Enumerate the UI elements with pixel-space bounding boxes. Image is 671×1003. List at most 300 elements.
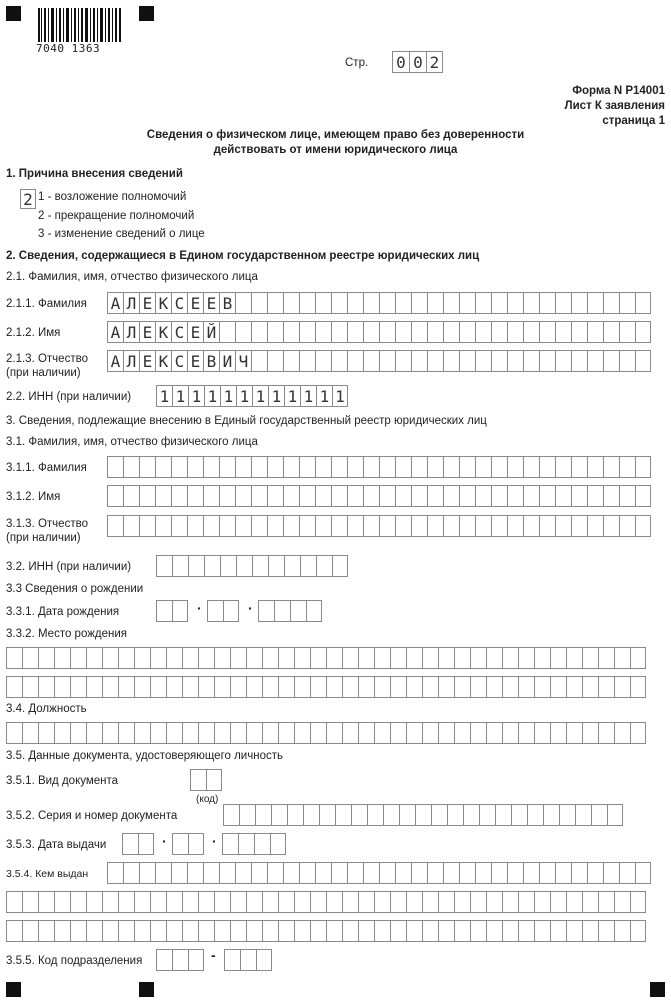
dept-code-part-1-cell [172, 949, 188, 971]
s3-surname-field-cell [283, 456, 299, 478]
issued-by-row-3-cell [230, 920, 246, 942]
birth-place-row-2-cell [550, 676, 566, 698]
s2-patronymic-field-cell: А [107, 350, 123, 372]
s3-patronymic-field-cell [251, 515, 267, 537]
issued-by-row-3-cell [566, 920, 582, 942]
s2-surname-field-cell: Л [123, 292, 139, 314]
doc-type-code-field-cell [190, 769, 206, 791]
issued-by-row-1-cell [267, 862, 283, 884]
s3-name-field-cell [571, 485, 587, 507]
issue-date-month[interactable] [172, 833, 204, 855]
s3-name-field-cell [171, 485, 187, 507]
birth-place-row-1-cell [358, 647, 374, 669]
s3-inn-field-cell [300, 555, 316, 577]
doc-series-field[interactable] [223, 804, 623, 826]
s2-inn-field-cell: 1 [300, 385, 316, 407]
s2-patronymic-field-cell [299, 350, 315, 372]
birth-place-row-2[interactable] [6, 676, 646, 698]
position-field-cell [310, 722, 326, 744]
s2-name-field-cell [555, 321, 571, 343]
birth-place-row-1-cell [550, 647, 566, 669]
issued-by-row-1-cell [587, 862, 603, 884]
issued-by-row-1-cell [251, 862, 267, 884]
s3-name-field[interactable] [107, 485, 651, 507]
position-field-cell [246, 722, 262, 744]
s3-name-field-cell [155, 485, 171, 507]
dept-code-part-2-cell [256, 949, 272, 971]
s3-surname-field-cell [219, 456, 235, 478]
s3-patronymic-field-cell [635, 515, 651, 537]
birth-place-row-1-cell [614, 647, 630, 669]
s3-inn-field[interactable] [156, 555, 348, 577]
s3-surname-field-cell [459, 456, 475, 478]
issued-by-row-2-cell [438, 891, 454, 913]
position-field-cell [630, 722, 646, 744]
issued-by-row-2-cell [582, 891, 598, 913]
s2-name-field-cell: Е [139, 321, 155, 343]
issue-date-month-cell [188, 833, 204, 855]
s3-name-field-cell [635, 485, 651, 507]
s3-name-field-cell [379, 485, 395, 507]
issued-by-row-3-cell [598, 920, 614, 942]
s3-doc-heading: 3.5. Данные документа, удостоверяющего личность [6, 750, 283, 762]
birth-place-row-2-cell [262, 676, 278, 698]
s3-patronymic-field-cell [619, 515, 635, 537]
birth-place-row-2-cell [118, 676, 134, 698]
s2-surname-field-cell [603, 292, 619, 314]
s3-inn-field-cell [332, 555, 348, 577]
birth-place-row-2-cell [470, 676, 486, 698]
sheet-name: Лист К заявления [564, 100, 665, 112]
s3-name-field-cell [619, 485, 635, 507]
s2-surname-field-cell [251, 292, 267, 314]
issue-date-year-cell [222, 833, 238, 855]
s3-surname-field-cell [139, 456, 155, 478]
issued-by-row-3[interactable] [6, 920, 646, 942]
position-field-cell [54, 722, 70, 744]
s3-name-field-cell [267, 485, 283, 507]
issued-by-row-2-cell [486, 891, 502, 913]
s3-inn-field-cell [236, 555, 252, 577]
doc-series-field-cell [399, 804, 415, 826]
s3-birth-date-label: 3.3.1. Дата рождения [6, 606, 120, 618]
issued-by-row-1-cell [379, 862, 395, 884]
page-label: Стр. [345, 57, 369, 69]
birth-place-row-1-cell [438, 647, 454, 669]
s2-patronymic-field-cell [363, 350, 379, 372]
s3-name-field-cell [427, 485, 443, 507]
issued-by-row-2-cell [422, 891, 438, 913]
s3-name-field-cell [315, 485, 331, 507]
s3-patronymic-field[interactable] [107, 515, 651, 537]
issued-by-row-2-cell [358, 891, 374, 913]
birth-place-row-1-cell [86, 647, 102, 669]
birth-date-month[interactable] [207, 600, 239, 622]
s3-patronymic-field-cell [203, 515, 219, 537]
issued-by-row-1-cell [539, 862, 555, 884]
doc-series-field-cell [575, 804, 591, 826]
issued-by-row-1-cell [619, 862, 635, 884]
birth-place-row-2-cell [342, 676, 358, 698]
issued-by-row-1-cell [427, 862, 443, 884]
position-field-cell [150, 722, 166, 744]
s3-patronymic-field-cell [379, 515, 395, 537]
s3-surname-field-cell [187, 456, 203, 478]
birth-place-row-1-cell [38, 647, 54, 669]
s3-patronymic-field-cell [347, 515, 363, 537]
s3-patronymic-field-cell [427, 515, 443, 537]
birth-place-row-1-cell [214, 647, 230, 669]
issued-by-row-2-cell [374, 891, 390, 913]
dept-code-part-2[interactable] [224, 949, 272, 971]
issued-by-row-3-cell [486, 920, 502, 942]
s3-name-field-cell [491, 485, 507, 507]
position-field-cell [422, 722, 438, 744]
issued-by-row-1-cell [571, 862, 587, 884]
s3-patronymic-field-cell [411, 515, 427, 537]
s3-surname-field-cell [619, 456, 635, 478]
issued-by-row-2-cell [470, 891, 486, 913]
s3-name-field-cell [507, 485, 523, 507]
issued-by-row-2-cell [6, 891, 22, 913]
s3-patronymic-field-cell [363, 515, 379, 537]
doc-series-field-cell [495, 804, 511, 826]
s2-inn-field-cell: 1 [172, 385, 188, 407]
s3-birth-heading: 3.3 Сведения о рождении [6, 583, 144, 595]
birth-place-row-2-cell [582, 676, 598, 698]
s2-patronymic-field-cell [443, 350, 459, 372]
birth-date-separator-1: · [197, 600, 202, 616]
s3-name-label: 3.1.2. Имя [6, 491, 61, 503]
s2-surname-field-cell [411, 292, 427, 314]
s2-patronymic-field[interactable] [107, 350, 651, 372]
birth-place-row-1-cell [310, 647, 326, 669]
issued-by-row-3-cell [614, 920, 630, 942]
s2-surname-field-cell [523, 292, 539, 314]
doc-series-field-cell [463, 804, 479, 826]
form-name: Форма N Р14001 [572, 85, 665, 97]
section3-fio-heading: 3.1. Фамилия, имя, отчество физического лица [6, 436, 258, 448]
s3-surname-field-cell [379, 456, 395, 478]
issued-by-row-3-cell [422, 920, 438, 942]
position-field-cell [214, 722, 230, 744]
s3-inn-label: 3.2. ИНН (при наличии) [6, 561, 132, 573]
s2-surname-field-cell [235, 292, 251, 314]
s2-surname-field-cell: В [219, 292, 235, 314]
birth-date-day-cell [156, 600, 172, 622]
s2-name-field-cell [491, 321, 507, 343]
s3-name-field-cell [107, 485, 123, 507]
birth-place-row-2-cell [294, 676, 310, 698]
s3-name-field-cell [363, 485, 379, 507]
issue-date-separator-2: · [212, 833, 217, 849]
section1-heading: 1. Причина внесения сведений [6, 168, 183, 180]
s3-surname-field-cell [539, 456, 555, 478]
s3-inn-field-cell [156, 555, 172, 577]
s3-patronymic-field-cell [155, 515, 171, 537]
s2-name-field-cell [315, 321, 331, 343]
issued-by-row-1-cell [491, 862, 507, 884]
issued-by-row-3-cell [294, 920, 310, 942]
page-number-field[interactable] [392, 51, 443, 73]
s3-name-field-cell [235, 485, 251, 507]
s3-patronymic-field-cell [315, 515, 331, 537]
issued-by-row-2-cell [614, 891, 630, 913]
issued-by-row-1-cell [187, 862, 203, 884]
issued-by-row-3-cell [310, 920, 326, 942]
birth-place-row-2-cell [70, 676, 86, 698]
birth-place-row-1-cell [6, 647, 22, 669]
birth-place-row-2-cell [54, 676, 70, 698]
issued-by-row-3-cell [198, 920, 214, 942]
s2-surname-field-cell [507, 292, 523, 314]
s2-surname-field-cell [379, 292, 395, 314]
issued-by-row-3-cell [630, 920, 646, 942]
s3-surname-field-cell [635, 456, 651, 478]
s3-patronymic-field-cell [123, 515, 139, 537]
issued-by-row-3-cell [150, 920, 166, 942]
s2-name-field-cell [427, 321, 443, 343]
birth-place-row-1-cell [598, 647, 614, 669]
birth-date-separator-2: · [248, 600, 253, 616]
birth-place-row-1-cell [342, 647, 358, 669]
page-digit-3: 2 [426, 51, 443, 73]
doc-series-field-cell [319, 804, 335, 826]
s2-surname-field-cell [619, 292, 635, 314]
s2-name-field-cell [219, 321, 235, 343]
birth-place-row-2-cell [214, 676, 230, 698]
birth-place-row-2-cell [614, 676, 630, 698]
s3-patronymic-field-cell [475, 515, 491, 537]
barcode-number: 7040 1363 [36, 42, 101, 55]
birth-place-row-2-cell [246, 676, 262, 698]
issue-date-day-cell [122, 833, 138, 855]
s2-surname-field-cell [427, 292, 443, 314]
s2-surname-field[interactable] [107, 292, 651, 314]
issued-by-row-3-cell [582, 920, 598, 942]
s2-surname-field-cell [571, 292, 587, 314]
registration-mark-bottom-left [6, 982, 21, 997]
s3-patronymic-field-cell [555, 515, 571, 537]
issued-by-row-2-cell [294, 891, 310, 913]
issued-by-row-3-cell [166, 920, 182, 942]
birth-date-day-cell [172, 600, 188, 622]
issued-by-row-3-cell [262, 920, 278, 942]
issued-by-row-2-cell [326, 891, 342, 913]
s3-patronymic-label: 3.1.3. Отчество [6, 518, 88, 530]
dept-code-part-1-cell [188, 949, 204, 971]
issue-date-year[interactable] [222, 833, 286, 855]
birth-place-row-1-cell [582, 647, 598, 669]
issued-by-row-1-cell [523, 862, 539, 884]
position-field-cell [438, 722, 454, 744]
position-field-cell [262, 722, 278, 744]
doc-series-field-cell [223, 804, 239, 826]
issue-date-separator-1: · [162, 833, 167, 849]
position-field-cell [518, 722, 534, 744]
s3-surname-field[interactable] [107, 456, 651, 478]
birth-place-row-1-cell [390, 647, 406, 669]
doc-series-field-cell [287, 804, 303, 826]
s2-inn-field-cell: 1 [204, 385, 220, 407]
s2-inn-field-cell: 1 [156, 385, 172, 407]
s3-patronymic-label-note: (при наличии) [6, 532, 81, 544]
doc-type-code-field[interactable] [190, 769, 222, 791]
position-field-cell [38, 722, 54, 744]
issued-by-row-1-cell [363, 862, 379, 884]
position-field-cell [566, 722, 582, 744]
issued-by-row-2-cell [310, 891, 326, 913]
doc-series-field-cell [511, 804, 527, 826]
issued-by-row-2-cell [342, 891, 358, 913]
issued-by-row-3-cell [550, 920, 566, 942]
s2-inn-field-cell: 1 [332, 385, 348, 407]
s2-name-field-cell [299, 321, 315, 343]
issued-by-row-2-cell [390, 891, 406, 913]
issued-by-row-2-cell [70, 891, 86, 913]
s2-patronymic-field-cell [379, 350, 395, 372]
s3-patronymic-field-cell [491, 515, 507, 537]
birth-place-row-2-cell [150, 676, 166, 698]
s2-inn-field[interactable] [156, 385, 348, 407]
position-field-cell [374, 722, 390, 744]
s3-surname-field-cell [347, 456, 363, 478]
s3-name-field-cell [123, 485, 139, 507]
issued-by-row-1-cell [331, 862, 347, 884]
s3-surname-field-cell [443, 456, 459, 478]
birth-place-row-2-cell [566, 676, 582, 698]
s3-patronymic-field-cell [571, 515, 587, 537]
position-field-cell [278, 722, 294, 744]
s2-patronymic-field-cell: К [155, 350, 171, 372]
s3-surname-field-cell [523, 456, 539, 478]
s3-name-field-cell [219, 485, 235, 507]
s2-name-field-cell [603, 321, 619, 343]
position-field-cell [486, 722, 502, 744]
issued-by-row-1-cell [459, 862, 475, 884]
s3-name-field-cell [331, 485, 347, 507]
s3-patronymic-field-cell [443, 515, 459, 537]
section2-fio-heading: 2.1. Фамилия, имя, отчество физического лица [6, 271, 258, 283]
position-field-cell [406, 722, 422, 744]
birth-place-row-1-cell [630, 647, 646, 669]
reason-code-field[interactable] [20, 189, 36, 209]
s3-doc-type-label: 3.5.1. Вид документа [6, 775, 119, 787]
s3-surname-field-cell [411, 456, 427, 478]
s2-name-field-cell [347, 321, 363, 343]
s2-name-field-cell [251, 321, 267, 343]
position-field-cell [230, 722, 246, 744]
position-field-cell [534, 722, 550, 744]
s3-patronymic-field-cell [299, 515, 315, 537]
s2-patronymic-field-cell: В [203, 350, 219, 372]
issued-by-row-3-cell [502, 920, 518, 942]
issued-by-row-1-cell [411, 862, 427, 884]
issued-by-row-1[interactable] [107, 862, 651, 884]
issued-by-row-1-cell [219, 862, 235, 884]
birth-place-row-2-cell [502, 676, 518, 698]
issued-by-row-1-cell [347, 862, 363, 884]
s3-name-field-cell [475, 485, 491, 507]
dept-code-part-2-cell [240, 949, 256, 971]
birth-place-row-1-cell [422, 647, 438, 669]
s2-inn-label: 2.2. ИНН (при наличии) [6, 391, 132, 403]
position-field-cell [134, 722, 150, 744]
s2-surname-field-cell: Е [139, 292, 155, 314]
s2-patronymic-field-cell [603, 350, 619, 372]
birth-place-row-1[interactable] [6, 647, 646, 669]
birth-place-row-1-cell [470, 647, 486, 669]
issued-by-row-3-cell [22, 920, 38, 942]
issued-by-row-2-cell [182, 891, 198, 913]
s3-surname-label: 3.1.1. Фамилия [6, 462, 87, 474]
position-field[interactable] [6, 722, 646, 744]
issued-by-row-3-cell [118, 920, 134, 942]
issued-by-row-1-cell [123, 862, 139, 884]
issued-by-row-3-cell [54, 920, 70, 942]
birth-date-day[interactable] [156, 600, 188, 622]
s2-patronymic-field-cell [331, 350, 347, 372]
s2-name-field-cell [571, 321, 587, 343]
dept-code-part-1[interactable] [156, 949, 204, 971]
s2-patronymic-field-cell [491, 350, 507, 372]
issued-by-row-2[interactable] [6, 891, 646, 913]
birth-place-row-1-cell [406, 647, 422, 669]
issue-date-year-cell [270, 833, 286, 855]
s2-surname-field-cell [331, 292, 347, 314]
s2-patronymic-field-cell [427, 350, 443, 372]
issued-by-row-1-cell [507, 862, 523, 884]
birth-place-row-1-cell [262, 647, 278, 669]
s3-inn-field-cell [220, 555, 236, 577]
issued-by-row-1-cell [603, 862, 619, 884]
issue-date-month-cell [172, 833, 188, 855]
birth-date-year[interactable] [258, 600, 322, 622]
issued-by-row-3-cell [278, 920, 294, 942]
birth-place-row-2-cell [230, 676, 246, 698]
birth-date-year-cell [290, 600, 306, 622]
s2-surname-field-cell [635, 292, 651, 314]
birth-place-row-1-cell [566, 647, 582, 669]
s2-surname-field-cell: С [171, 292, 187, 314]
birth-place-row-1-cell [502, 647, 518, 669]
s2-patronymic-field-cell: Л [123, 350, 139, 372]
issued-by-row-2-cell [502, 891, 518, 913]
s3-patronymic-field-cell [587, 515, 603, 537]
issued-by-row-2-cell [134, 891, 150, 913]
dept-code-part-1-cell [156, 949, 172, 971]
s2-name-field[interactable] [107, 321, 651, 343]
s2-surname-field-cell [347, 292, 363, 314]
issued-by-row-3-cell [134, 920, 150, 942]
s3-name-field-cell [187, 485, 203, 507]
s2-surname-field-cell [555, 292, 571, 314]
birth-place-row-1-cell [278, 647, 294, 669]
s2-patronymic-label: 2.1.3. Отчество [6, 353, 88, 365]
s3-patronymic-field-cell [139, 515, 155, 537]
position-field-cell [102, 722, 118, 744]
s2-patronymic-field-cell: С [171, 350, 187, 372]
issued-by-row-1-cell [107, 862, 123, 884]
s3-inn-field-cell [284, 555, 300, 577]
issue-date-day[interactable] [122, 833, 154, 855]
position-field-cell [502, 722, 518, 744]
registration-mark-bottom-center [139, 982, 154, 997]
s2-name-field-cell [267, 321, 283, 343]
s2-name-field-cell [331, 321, 347, 343]
doc-series-field-cell [479, 804, 495, 826]
issued-by-row-1-cell [171, 862, 187, 884]
